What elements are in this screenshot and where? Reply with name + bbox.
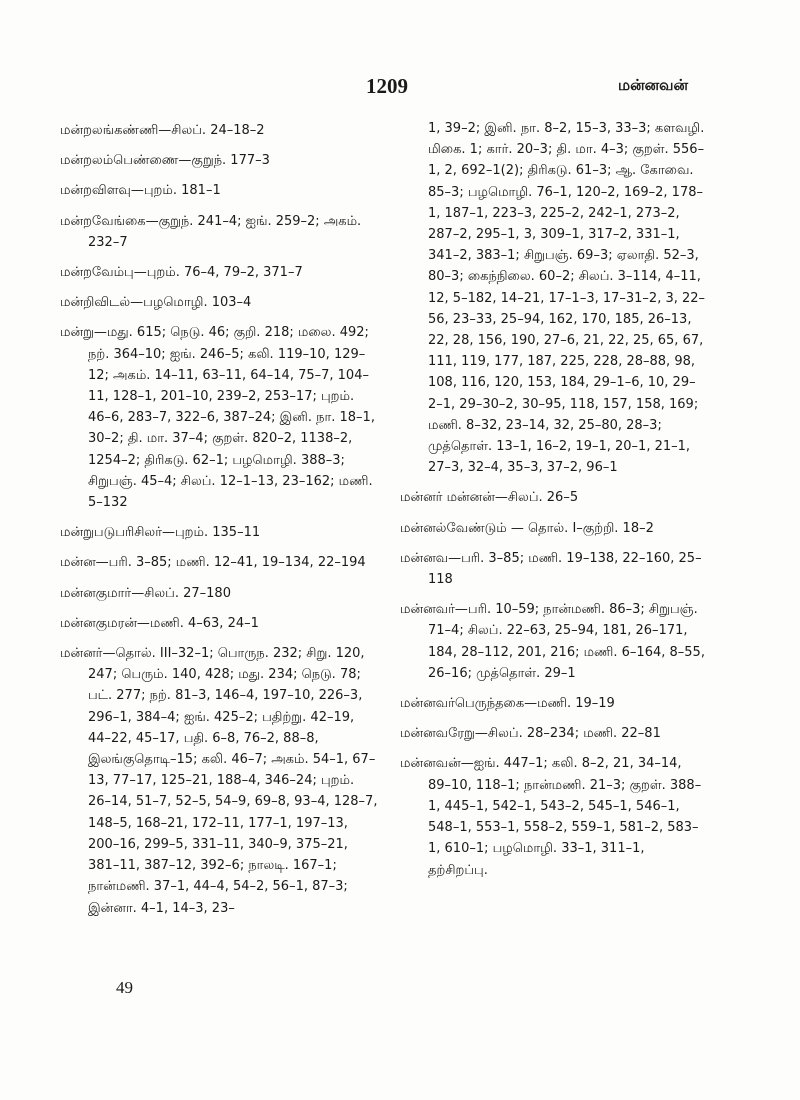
index-entry: மன்னர்—தொல். III–32–1; பொருந. 232; சிறு. 120, 247; பெரும். 140, 428; மது. 234; நெடு. 78; பட். 277; நற். 81–3, 146–4, 197–10, 226–3, 296–1, 384–4; ஐங். 425–2; பதிற்று. 42–19, 44–22, 45–17, பதி. 6–8, 76–2, 88–8, இலங்குதொடி–15; கலி. 46–7; அகம். 54–1, 67–13, 77–17, 125–21, 188–4, 346–24; புறம். 26–14, 51–7, 52–5, 54–9, 69–8, 93–4, 128–7, 148–5, 168–21, 172–11, 177–1, 197–13, 200–16, 299–5, 331–11, 340–9, 375–21, 381–11, 387–12, 392–6; நாலடி. 167–1; நான்மணி. 37–1, 44–4, 54–2, 56–1, 87–3; இன்னா. 4–1, 14–3, 23– [60,646,378,916]
left-column [60,120,378,928]
index-entry: மன்னவரேறு—சிலப். 28–234; மணி. 22–81 [400,726,661,742]
index-entry: மன்னவர்—பரி. 10–59; நான்மணி. 86–3; சிறுபஞ். 71–4; சிலப். 22–63, 25–94, 181, 26–171, 184, 28–112, 201, 216; மணி. 6–164, 8–55, 26–16; முத்தொள். 29–1 [400,602,705,681]
index-entry: மன்றிவிடல்—பழமொழி. 103–4 [60,295,252,311]
right-column [400,118,708,890]
index-entry: மன்ன—பரி. 3–85; மணி. 12–41, 19–134, 22–194 [60,555,366,571]
running-head: மன்னவன் [618,76,689,94]
index-entry: மன்னவர்பெருந்தகை—மணி. 19–19 [400,696,615,712]
index-entry: மன்னர் மன்னன்—சிலப். 26–5 [400,490,579,506]
signature-mark: 49 [116,978,133,997]
index-entry: மன்றலங்கண்ணி—சிலப். 24–18–2 [60,123,265,138]
index-entry: மன்னகுமார்—சிலப். 27–180 [60,585,231,601]
index-entry: மன்னவன்—ஐங். 447–1; கலி. 8–2, 21, 34–14, 89–10, 118–1; நான்மணி. 21–3; குறள். 388–1, 445–1, 542–1, 543–2, 545–1, 546–1, 548–1, 553–1, 558–2, 559–1, 581–2, 583–1, 610–1; பழமொழி. 33–1, 311–1, தற்சிறப்பு. [400,756,702,878]
index-entry: மன்றுபடுபரிசிலர்—புறம். 135–11 [60,525,261,541]
index-entry: மன்னகுமரன்—மணி. 4–63, 24–1 [60,615,259,631]
index-entry: மன்னல்வேண்டும் — தொல். I–குற்றி. 18–2 [400,520,654,536]
index-entry: மன்று—மது. 615; நெடு. 46; குறி. 218; மலை. 492; நற். 364–10; ஐங். 246–5; கலி. 119–10, 129–12; அகம். 14–11, 63–11, 64–14, 75–7, 104–11, 128–1, 201–10, 239–2, 253–17; புறம். 46–6, 283–7, 322–6, 387–24; இனி. நா. 18–1, 30–2; தி. மா. 37–4; குறள். 820–2, 1138–2, 1254–2; திரிகடு. 62–1; பழமொழி. 388–3; சிறுபஞ். 45–4; சிலப். 12–1–13, 23–162; மணி. 5–132 [60,325,375,511]
index-entry: மன்றலம்பெண்ணை—குறுந். 177–3 [60,153,270,169]
index-entry: மன்னவ—பரி. 3–85; மணி. 19–138, 22–160, 25–118 [400,550,702,588]
page-number: 1209 [366,74,408,98]
entry-continuation: 1, 39–2; இனி. நா. 8–2, 15–3, 33–3; களவழி. மிகை. 1; கார். 20–3; தி. மா. 4–3; குறள். 556–1, 2, 692–1(2); திரிகடு. 61–3; ஆ. கோவை. 85–3; பழமொழி. 76–1, 120–2, 169–2, 178–1, 187–1, 223–3, 225–2, 242–1, 273–2, 287–2, 295–1, 3, 309–1, 317–2, 331–1, 341–2, 383–1; சிறுபஞ். 69–3; ஏலாதி. 52–3, 80–3; கைந்நிலை. 60–2; சிலப். 3–114, 4–11, 12, 5–182, 14–21, 17–1–3, 17–31–2, 3, 22–56, 23–33, 25–94, 162, 170, 185, 26–13, 22, 28, 156, 190, 27–6, 21, 22, 25, 65, 67, 111, 119, 177, 187, 225, 228, 28–88, 98, 108, 116, 120, 153, 184, 29–1–6, 10, 29–2–1, 29–30–2, 30–95, 118, 157, 158, 169; மணி. 8–32, 23–14, 32, 25–80, 28–3; முத்தொள். 13–1, 16–2, 19–1, 20–1, 21–1, 27–3, 32–4, 35–3, 37–2, 96–1 [428,121,706,476]
index-entry: மன்றவேம்பு—புறம். 76–4, 79–2, 371–7 [60,265,303,281]
index-entry: மன்றவிளவு—புறம். 181–1 [60,183,221,199]
index-entry: மன்றவேங்கை—குறுந். 241–4; ஐங். 259–2; அகம். 232–7 [60,213,362,250]
